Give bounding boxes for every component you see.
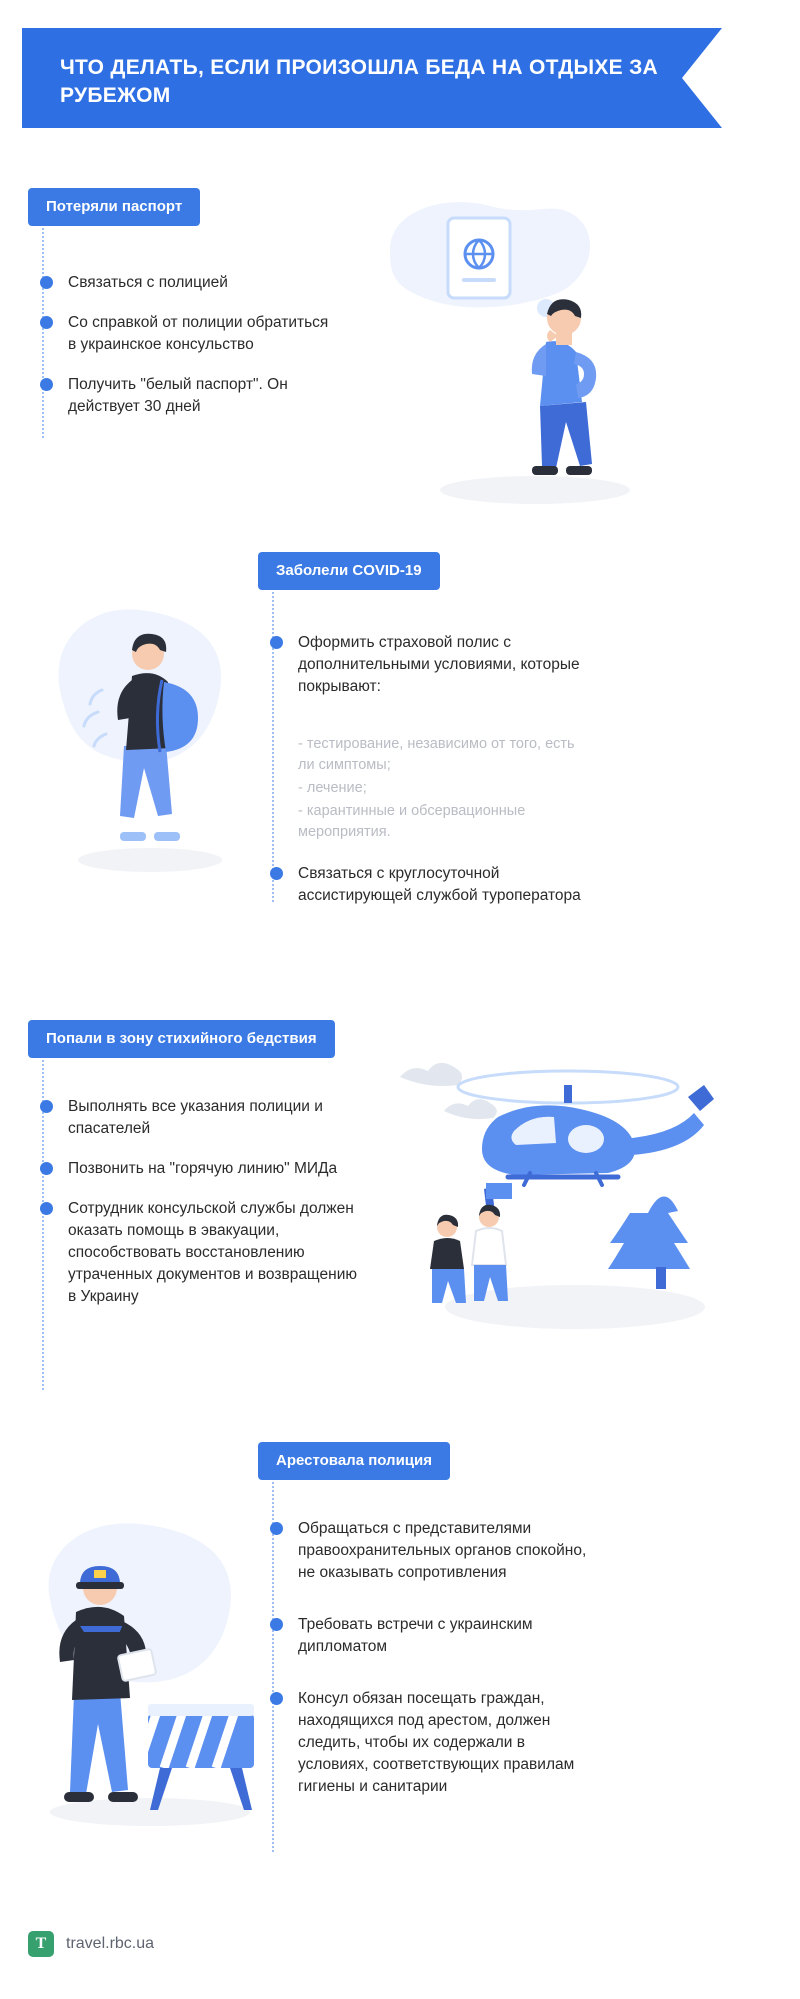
list-item [262, 1614, 592, 1658]
list-item-text: Оформить страховой полис с дополнительными условиями, которые покрывают: [298, 634, 580, 695]
list-item [262, 1518, 592, 1584]
footer [28, 1931, 154, 1957]
list-item-text: Позвонить на "горячую линию" МИДа [68, 1160, 338, 1177]
bullet-dot [40, 316, 53, 329]
list-item [32, 312, 332, 356]
bullet-dot [40, 276, 53, 289]
bullet-dot [40, 1100, 53, 1113]
police-officer-with-barrier-illustration [20, 1500, 280, 1840]
helicopter-rescue-illustration [390, 1035, 730, 1355]
list-item-text: Сотрудник консульской службы должен оказать помощь в эвакуации, способствовать восстановлению утраченных документов и возвращению в Украину [68, 1200, 357, 1305]
list-subitem [262, 801, 582, 843]
list-item-text: Связаться с полицией [68, 274, 228, 291]
list-item [32, 1198, 362, 1308]
list-subitem [262, 734, 582, 776]
section-label-disaster: Попали в зону стихийного бедствия [28, 1020, 335, 1058]
list-item [32, 1096, 362, 1140]
man-thinking-about-passport-illustration [350, 190, 680, 520]
section-list-disaster [32, 1096, 362, 1326]
page-title: ЧТО ДЕЛАТЬ, ЕСЛИ ПРОИЗОШЛА БЕДА НА ОТДЫХЕ ЗА РУБЕЖОМ [60, 56, 659, 107]
bullet-dot [270, 636, 283, 649]
list-subitem-text: - тестирование, независимо от того, есть ли симптомы; [298, 736, 575, 774]
header-banner-arrow [682, 28, 722, 128]
section-label-covid: Заболели COVID-19 [258, 552, 440, 590]
section-list-arrest [262, 1518, 592, 1816]
bullet-dot [270, 867, 283, 880]
list-item [32, 374, 332, 418]
list-item-text: Получить "белый паспорт". Он действует 30 дней [68, 376, 288, 415]
bullet-dot [40, 378, 53, 391]
list-item-text: Со справкой от полиции обратиться в украинское консульство [68, 314, 329, 353]
traveler-with-backpack-illustration [40, 570, 260, 880]
list-item-text: Обращаться с представителями правоохранительных органов спокойно, не оказывать сопротивления [298, 1520, 587, 1581]
list-item [262, 1688, 592, 1798]
list-subitem-text: - лечение; [298, 780, 367, 797]
bullet-dot [40, 1202, 53, 1215]
list-subitem [262, 778, 582, 799]
section-list-covid [262, 632, 582, 925]
site-url[interactable]: travel.rbc.ua [66, 1935, 155, 1952]
section-list-lost-passport [32, 272, 332, 436]
list-item [262, 632, 582, 698]
list-item [262, 863, 582, 907]
list-item-text: Связаться с круглосуточной ассистирующей службой туроператора [298, 865, 581, 905]
list-subitem-text: - карантинные и обсервационные мероприятия. [298, 803, 526, 841]
site-logo-icon: T [28, 1931, 54, 1957]
list-item [32, 1158, 362, 1180]
section-label-arrest: Арестовала полиция [258, 1442, 450, 1480]
list-item-text: Консул обязан посещать граждан, находящихся под арестом, должен следить, чтобы их содержали в условиях, соответствующих правилам гигиены и санитарии [298, 1690, 575, 1795]
header-banner [22, 28, 722, 128]
list-item-text: Требовать встречи с украинским дипломатом [298, 1616, 533, 1655]
bullet-dot [40, 1162, 53, 1175]
section-label-lost-passport: Потеряли паспорт [28, 188, 200, 226]
list-item [32, 272, 332, 294]
list-item-text: Выполнять все указания полиции и спасателей [68, 1098, 323, 1137]
